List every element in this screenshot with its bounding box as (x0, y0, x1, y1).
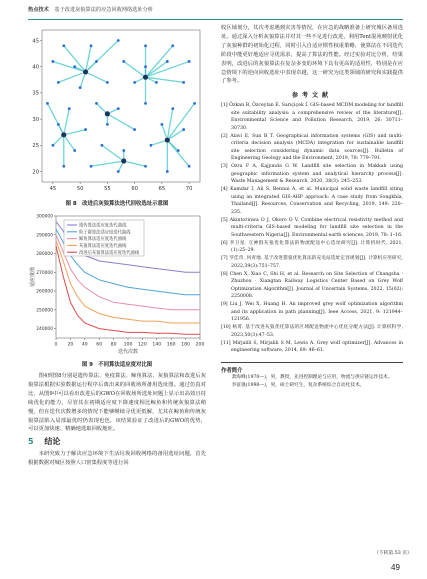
demand-point (79, 86, 82, 89)
legend-label: 鲸鱼算法适应度迭代曲线 (79, 237, 127, 243)
page-number: 49 (391, 563, 400, 572)
demand-point (90, 165, 93, 168)
reference-item: [2] Alavi E, Sun B T. Geographical information systems (GIS) and multi-criteria decision analysis (MCDA) integration for sustainable landfill site selection considering dynamic data sources[J]. Bulletin of Engineering Geology and the Environment, 2019, 78: 779–791. (221, 133, 403, 162)
demand-point (193, 102, 196, 105)
demand-point (117, 39, 120, 42)
x-tick-label: 120 (138, 342, 147, 348)
header-tag: 热点技术 (28, 7, 49, 13)
demand-point (101, 144, 104, 147)
x-tick-label: 20 (67, 342, 74, 348)
demand-point (95, 60, 98, 63)
demand-point (155, 81, 158, 84)
x-tick-label: 55 (104, 186, 111, 192)
demand-point (117, 170, 120, 173)
reference-list (221, 102, 403, 355)
conclusion-paragraph-end: 收区域划分，其次考虑遇到灾害等情况，在应急的战略准备上研究城区备用选址。通过深入分析灰狼算法并对其一些不足进行改进，利用Tent混沌映射优化了灰狼种群的初始化过程，同时引入自适应惯性权重策略，使算法在不同迭代阶段中能更好地适应寻优需求，提高了算法的性能。经过实验对比分析，结果表明，改进后的灰狼算法在复杂多变的环境下具有更高的适用性，特别是在应急情境下的逆向回收选址中表现卓越，这一研究为这类领域的研究和实践提供了参考。 (221, 25, 403, 85)
results-paragraph: 图4到图8分别是遗传算法、免疫算法、鲸鱼算法、灰狼算法和改进后灰狼算法根据实验数据运行程序后离出来的回收场所备用选址图。通过仿真对比，从图9中可以看出改进后的GWO在回收场所选址问题上显示出高效且持续优化的能力，尽管其在初期适应度下降速度相比鲸鱼和传统灰狼算法稍慢，但在迭代次数增多的情况下能够继续寻优更低解，尤其在鲸鱼和传统灰狼算法陷入局部最优时仍表现也色，该结果验证了改进后的GWO的优势，可以更加快速、精确地选取回收地址。 (28, 373, 206, 433)
x-tick-label: 70 (185, 186, 193, 192)
x-tick-label: 50 (76, 186, 84, 192)
demand-point (46, 102, 49, 105)
reference-item: [1] Özkan B, Özceylan E, Sarıçiçek İ. GIS-based MCDM modeling for landfill site suitability analysis: a comprehensive review of the literature[J]. Environmental Science and Pollution Research, 2019, 26: 30711–30730. (221, 103, 403, 131)
reference-item: [11] Mirjalili S, Mirjalili S M, Lewis A. Grey wolf optimizer[J]. Advances in engineering software, 2014, 69: 46–61. (221, 340, 403, 354)
demand-point (166, 60, 169, 63)
reference-item: [5] Akintorinwa O J, Okoro O V. Combine electrical resistivity method and multi-criteria GIS-based modeling for landfill site selection in the Southwestern Nigeria[J]. Environmental earth sciences, 2019, 78: 1–16. (221, 217, 403, 238)
demand-point (182, 81, 185, 84)
demand-point (144, 65, 147, 68)
demand-point (171, 44, 174, 47)
demand-point (133, 128, 136, 131)
demand-point (57, 81, 60, 84)
demand-point (57, 123, 60, 126)
y-tick-label: 300000 (36, 214, 53, 220)
running-header (28, 6, 403, 20)
right-column (221, 24, 403, 389)
references-title: 参考文献 (291, 92, 332, 100)
demand-point (68, 107, 71, 110)
demand-point (188, 165, 191, 168)
figure-8-caption: 图 8 改进后灰狼算法迭代回收选址示意图 (65, 201, 169, 207)
demand-point (144, 165, 147, 168)
legend-label: 改进后灰狼算法适应度迭代曲线 (79, 250, 140, 256)
figure-9-caption: 图 9 不同算法适应度对比图 (81, 362, 153, 368)
demand-point (62, 44, 65, 47)
demand-point (150, 144, 153, 147)
y-tick-label: 270000 (36, 270, 53, 276)
y-axis-label: 适应度值 (30, 266, 36, 288)
figure-9-fitness-chart (28, 210, 206, 355)
demand-point (144, 102, 147, 105)
reference-item: [10] 杨菁. 基于改进灰狼优化算法的区域配送物流中心优化分配方法[J]. 计算机科学, 2023,50(3):47–53. (221, 325, 403, 338)
reference-item: [7] 罗佳奇, 何青地. 基于改进猎狼优化算法的充电站选址定容规划[J]. 计算机应用研究, 2022,39(3):751–757. (221, 256, 403, 269)
demand-point (62, 165, 65, 168)
x-tick-label: 200 (195, 342, 205, 348)
y-tick-label: 280000 (36, 252, 53, 258)
y-tick-label: 20 (32, 169, 39, 176)
author-bio-2: 李富强(1998—)，男，硕士研究生，复杂系统综合自动化技术。 (231, 382, 365, 388)
demand-point (73, 65, 76, 68)
site-point (105, 111, 111, 117)
y-tick-label: 250000 (36, 308, 53, 314)
y-tick-label: 260000 (36, 289, 53, 295)
demand-point (133, 81, 136, 84)
x-tick-label: 0 (54, 342, 58, 348)
demand-point (122, 149, 125, 152)
x-axis-label: 迭代次数 (117, 349, 139, 355)
x-tick-label: 60 (96, 342, 103, 348)
demand-point (51, 144, 54, 147)
reference-item: [3] Ozra F A, Kajjunda G W. Landfill site selection in Makkah using geographic information system and analytical hierarchy process[J]. Waste Management & Research, 2020, 38(3): 245–253. (221, 164, 403, 185)
author-bio-1: 萧海峰(1970—)，男，教授，先进控制理论与应用，物流与供应链运作技术。 (231, 374, 393, 380)
header-title: 基于改进灰狼算法的应急回收网络选址分析 (54, 7, 153, 13)
reference-item: [6] 李卫星. 互神群灰狼优化算法的物流配送中心选址研究[J]. 计算机时代, 2021,(1):25–29. (221, 240, 403, 254)
section-number: 5 (28, 437, 34, 447)
demand-point (90, 44, 93, 47)
y-tick-label: 30 (32, 116, 39, 123)
y-tick-label: 290000 (36, 233, 53, 239)
demand-point (95, 102, 98, 105)
x-tick-label: 180 (181, 342, 190, 348)
x-tick-label: 140 (152, 342, 162, 348)
demand-point (182, 128, 185, 131)
reference-item: [4] Kamdar I, Ali S, Bennui A, et al. Municipal solid waste landfill siting using an integrated GIS-AHP approach: A case study from Songkhla, Thailand[J]. Resources, Conservation and Recycling, 2019, 149: 220–235. (221, 187, 403, 215)
author-bio-title: 作者简介 (221, 362, 403, 374)
site-point (61, 132, 67, 138)
x-tick-label: 65 (158, 186, 166, 192)
legend-label: 灰狼算法适应度迭代曲线 (79, 244, 127, 249)
demand-point (160, 123, 163, 126)
demand-point (106, 123, 109, 126)
y-tick-label: 25 (32, 143, 39, 150)
section-heading (28, 436, 206, 447)
y-tick-label: 35 (32, 90, 39, 97)
left-column (28, 24, 206, 468)
demand-point (84, 128, 87, 131)
figure-8-route-map (28, 24, 206, 194)
y-tick-label: 45 (32, 38, 39, 45)
conclusion-paragraph-start: 本研究致力于解决应急环境下生活垃圾回收网络的备用选址问题，首先根据数据对城区按照人口密集程度等进行回 (28, 451, 206, 467)
legend-label: 遗传算法适应度迭代曲线 (79, 223, 127, 229)
section-title: 结论 (44, 437, 61, 447)
demand-point (51, 60, 54, 63)
site-point (165, 137, 171, 143)
x-tick-label: 100 (123, 342, 133, 348)
demand-point (144, 44, 147, 47)
x-tick-label: 40 (81, 342, 88, 348)
demand-point (73, 149, 76, 152)
site-point (143, 74, 149, 80)
demand-point (117, 107, 120, 110)
legend-label: 粒子群算法适应度迭代曲线 (79, 230, 131, 236)
site-point (83, 69, 89, 75)
reference-item: [8] Chen X, Xiao C, Shi H, et al. Research on Site Selection of Changsha · Zhuzhou · Xiangtan Railway Logistics Center Based on Grey Wolf Optimization Algorithm[J]. Journal of Uncertain Systems, 2022, 15(02): 2250008. (221, 271, 403, 300)
reference-item: [9] Liu J, Wei X, Huang H. An improved grey wolf optimization algorithm and its application in path planning[J]. Ieee Access, 2021, 9: 121944–121956. (221, 302, 403, 323)
demand-point (171, 107, 174, 110)
site-point (121, 158, 127, 164)
demand-point (166, 170, 169, 173)
x-tick-label: 60 (131, 186, 138, 192)
demand-point (188, 60, 191, 63)
x-tick-label: 160 (166, 342, 176, 348)
x-tick-label: 80 (110, 342, 117, 348)
y-tick-label: 40 (32, 64, 39, 71)
x-tick-label: 45 (49, 186, 57, 192)
y-tick-label: 240000 (36, 327, 53, 333)
demand-point (106, 81, 109, 84)
demand-point (122, 60, 125, 63)
continued-note: （下转第 53 页） (374, 551, 412, 556)
demand-point (177, 149, 180, 152)
